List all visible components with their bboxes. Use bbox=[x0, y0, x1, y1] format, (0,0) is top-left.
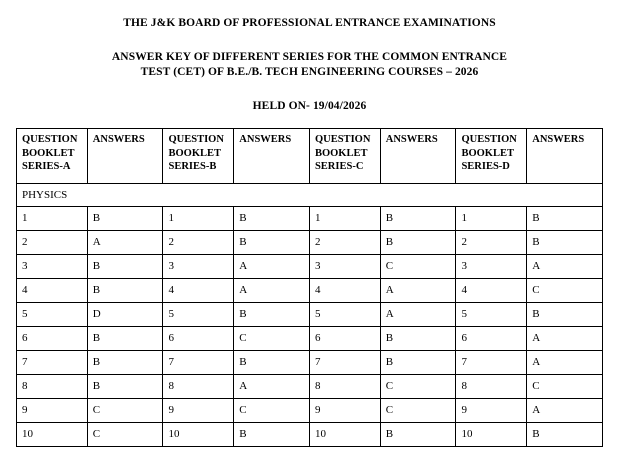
answer-a: C bbox=[87, 423, 163, 447]
answer-b: B bbox=[234, 207, 310, 231]
question-number-c: 5 bbox=[309, 303, 380, 327]
question-number-c: 1 bbox=[309, 207, 380, 231]
question-number-b: 8 bbox=[163, 375, 234, 399]
answer-c: B bbox=[380, 231, 456, 255]
answer-b: B bbox=[234, 231, 310, 255]
answer-b: A bbox=[234, 279, 310, 303]
answer-d: C bbox=[527, 279, 603, 303]
question-number-c: 4 bbox=[309, 279, 380, 303]
question-number-c: 9 bbox=[309, 399, 380, 423]
table-row bbox=[17, 327, 603, 351]
answer-a: C bbox=[87, 399, 163, 423]
question-number-b: 9 bbox=[163, 399, 234, 423]
question-number-c: 8 bbox=[309, 375, 380, 399]
table-row bbox=[17, 207, 603, 231]
question-number-a: 2 bbox=[17, 231, 88, 255]
question-number-b: 3 bbox=[163, 255, 234, 279]
question-number-a: 8 bbox=[17, 375, 88, 399]
answer-d: B bbox=[527, 231, 603, 255]
question-number-b: 1 bbox=[163, 207, 234, 231]
answer-d: A bbox=[527, 399, 603, 423]
answer-b: B bbox=[234, 303, 310, 327]
answer-a: B bbox=[87, 351, 163, 375]
answer-c: B bbox=[380, 351, 456, 375]
question-number-b: 7 bbox=[163, 351, 234, 375]
answer-b: C bbox=[234, 399, 310, 423]
question-number-c: 7 bbox=[309, 351, 380, 375]
column-header-series-a: QUESTION BOOKLET SERIES-A bbox=[17, 129, 88, 184]
answer-c: C bbox=[380, 399, 456, 423]
heading-line-test: TEST (CET) OF B.E./B. TECH ENGINEERING COURSES – 2026 bbox=[140, 66, 479, 79]
column-header-answers-c: ANSWERS bbox=[380, 129, 456, 184]
question-number-d: 10 bbox=[456, 423, 527, 447]
question-number-b: 6 bbox=[163, 327, 234, 351]
answer-a: D bbox=[87, 303, 163, 327]
table-row bbox=[17, 423, 603, 447]
answer-a: B bbox=[87, 375, 163, 399]
answer-c: A bbox=[380, 303, 456, 327]
answer-c: C bbox=[380, 255, 456, 279]
table-row bbox=[17, 303, 603, 327]
heading-line-answer-key: ANSWER KEY OF DIFFERENT SERIES FOR THE COMMON ENTRANCE bbox=[111, 50, 508, 63]
column-header-answers-b: ANSWERS bbox=[234, 129, 310, 184]
answer-c: B bbox=[380, 423, 456, 447]
question-number-a: 4 bbox=[17, 279, 88, 303]
question-number-a: 9 bbox=[17, 399, 88, 423]
question-number-c: 10 bbox=[309, 423, 380, 447]
table-row bbox=[17, 375, 603, 399]
question-number-d: 3 bbox=[456, 255, 527, 279]
answer-d: C bbox=[527, 375, 603, 399]
table-header-row bbox=[17, 129, 603, 184]
question-number-c: 2 bbox=[309, 231, 380, 255]
document-heading bbox=[16, 0, 603, 114]
column-header-answers-d: ANSWERS bbox=[527, 129, 603, 184]
answer-d: B bbox=[527, 423, 603, 447]
column-header-answers-a: ANSWERS bbox=[87, 129, 163, 184]
answer-c: A bbox=[380, 279, 456, 303]
table-row bbox=[17, 279, 603, 303]
question-number-d: 1 bbox=[456, 207, 527, 231]
question-number-b: 10 bbox=[163, 423, 234, 447]
question-number-a: 1 bbox=[17, 207, 88, 231]
answer-key-table bbox=[16, 128, 603, 447]
answer-a: B bbox=[87, 327, 163, 351]
question-number-a: 5 bbox=[17, 303, 88, 327]
question-number-a: 7 bbox=[17, 351, 88, 375]
question-number-d: 6 bbox=[456, 327, 527, 351]
answer-c: B bbox=[380, 207, 456, 231]
answer-a: A bbox=[87, 231, 163, 255]
question-number-a: 10 bbox=[17, 423, 88, 447]
answer-b: B bbox=[234, 423, 310, 447]
question-number-a: 6 bbox=[17, 327, 88, 351]
question-number-b: 2 bbox=[163, 231, 234, 255]
subject-label: PHYSICS bbox=[17, 184, 603, 207]
question-number-d: 4 bbox=[456, 279, 527, 303]
answer-b: A bbox=[234, 375, 310, 399]
question-number-d: 8 bbox=[456, 375, 527, 399]
answer-a: B bbox=[87, 207, 163, 231]
heading-line-held-on: HELD ON- 19/04/2026 bbox=[252, 99, 367, 112]
question-number-d: 2 bbox=[456, 231, 527, 255]
table-row bbox=[17, 351, 603, 375]
answer-b: A bbox=[234, 255, 310, 279]
answer-a: B bbox=[87, 255, 163, 279]
answer-c: C bbox=[380, 375, 456, 399]
column-header-series-b: QUESTION BOOKLET SERIES-B bbox=[163, 129, 234, 184]
table-row bbox=[17, 231, 603, 255]
question-number-b: 5 bbox=[163, 303, 234, 327]
answer-b: B bbox=[234, 351, 310, 375]
answer-d: A bbox=[527, 255, 603, 279]
table-row bbox=[17, 255, 603, 279]
question-number-d: 7 bbox=[456, 351, 527, 375]
column-header-series-d: QUESTION BOOKLET SERIES-D bbox=[456, 129, 527, 184]
answer-c: B bbox=[380, 327, 456, 351]
answer-d: A bbox=[527, 327, 603, 351]
heading-line-board: THE J&K BOARD OF PROFESSIONAL ENTRANCE EXAMINATIONS bbox=[123, 17, 496, 29]
question-number-b: 4 bbox=[163, 279, 234, 303]
subject-header-row bbox=[17, 184, 603, 207]
question-number-c: 6 bbox=[309, 327, 380, 351]
column-header-series-c: QUESTION BOOKLET SERIES-C bbox=[309, 129, 380, 184]
question-number-d: 5 bbox=[456, 303, 527, 327]
answer-b: C bbox=[234, 327, 310, 351]
answer-d: A bbox=[527, 351, 603, 375]
table-row bbox=[17, 399, 603, 423]
answer-d: B bbox=[527, 207, 603, 231]
answer-a: B bbox=[87, 279, 163, 303]
question-number-a: 3 bbox=[17, 255, 88, 279]
question-number-d: 9 bbox=[456, 399, 527, 423]
answer-d: B bbox=[527, 303, 603, 327]
question-number-c: 3 bbox=[309, 255, 380, 279]
